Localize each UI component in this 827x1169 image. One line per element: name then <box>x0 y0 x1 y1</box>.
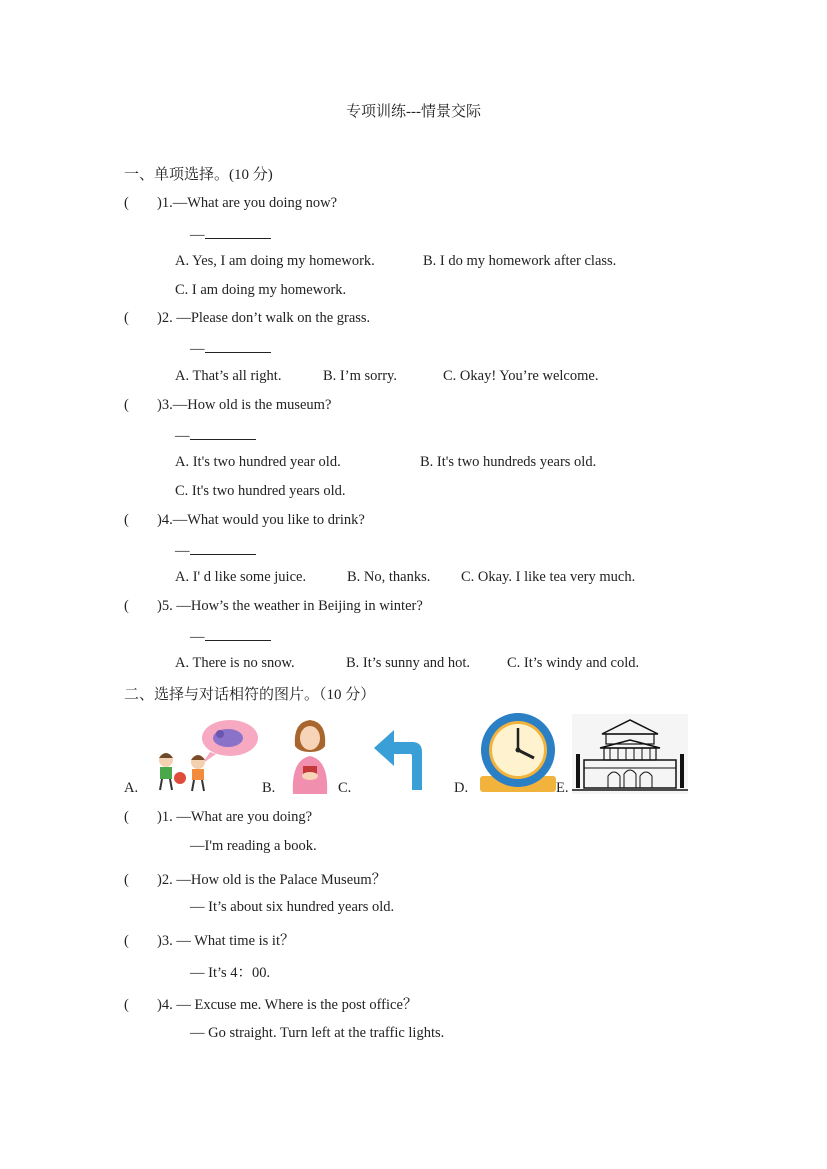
answer-blank-3: — <box>175 427 256 445</box>
answer-blank-2: — <box>190 340 271 358</box>
option-3b: B. It's two hundreds years old. <box>420 454 597 470</box>
option-4c: C. Okay. I like tea very much. <box>461 569 636 585</box>
s2-question-4: ( )4. — Excuse me. Where is the post office？ <box>124 997 418 1013</box>
s2-question-2: ( )2. —How old is the Palace Museum？ <box>124 872 387 888</box>
answer-blank-4: — <box>175 542 256 560</box>
option-1c: C. I am doing my homework. <box>175 282 347 298</box>
picture-label-e: E. <box>556 780 569 796</box>
s2-answer-4: — Go straight. Turn left at the traffic lights. <box>190 1025 445 1041</box>
s2-answer-3: — It’s 4：00. <box>190 965 271 981</box>
option-5a: A. There is no snow. <box>175 655 295 671</box>
option-1a: A. Yes, I am doing my homework. <box>175 253 375 269</box>
turn-left-arrow-icon <box>372 722 442 792</box>
question-1 <box>124 195 337 212</box>
s2-question-3: ( )3. — What time is it？ <box>124 933 295 949</box>
tiananmen-icon <box>572 714 688 794</box>
picture-label-b: B. <box>262 780 276 796</box>
page-title: 专项训练---情景交际 <box>346 104 481 120</box>
picture-label-c: C. <box>338 780 352 796</box>
option-2b: B. I’m sorry. <box>323 368 397 384</box>
option-4a: A. I' d like some juice. <box>175 569 307 585</box>
picture-label-a: A. <box>124 780 139 796</box>
option-1b: B. I do my homework after class. <box>423 253 617 269</box>
answer-paren-open: ( <box>124 195 129 211</box>
option-5c: C. It’s windy and cold. <box>507 655 640 671</box>
answer-paren-close: ) <box>157 195 162 211</box>
option-2a: A. That’s all right. <box>175 368 282 384</box>
s2-answer-2: — It’s about six hundred years old. <box>190 899 395 915</box>
question-2: ( )2. —Please don’t walk on the grass. <box>124 310 371 326</box>
question-4: ( )4.—What would you like to drink? <box>124 512 365 528</box>
kids-playing-icon <box>150 716 260 794</box>
question-3: ( )3.—How old is the museum? <box>124 397 332 413</box>
section1-heading: 一、单项选择。(10 分) <box>124 167 273 183</box>
answer-blank-1: — <box>190 226 271 244</box>
option-2c: C. Okay! You’re welcome. <box>443 368 599 384</box>
picture-label-d: D. <box>454 780 469 796</box>
question-5: ( )5. —How’s the weather in Beijing in winter? <box>124 598 423 614</box>
question-text: 1.—What are you doing now? <box>161 195 338 211</box>
option-3a: A. It's two hundred year old. <box>175 454 341 470</box>
s2-question-1: ( )1. —What are you doing? <box>124 809 313 825</box>
option-3c: C. It's two hundred years old. <box>175 483 346 499</box>
s2-answer-1: —I'm reading a book. <box>190 838 317 854</box>
girl-reading-icon <box>285 716 335 794</box>
answer-blank-5: — <box>190 628 271 646</box>
clock-icon <box>478 712 558 794</box>
option-5b: B. It’s sunny and hot. <box>346 655 471 671</box>
option-4b: B. No, thanks. <box>347 569 431 585</box>
section2-heading: 二、选择与对话相符的图片。（10 分） <box>124 687 376 703</box>
